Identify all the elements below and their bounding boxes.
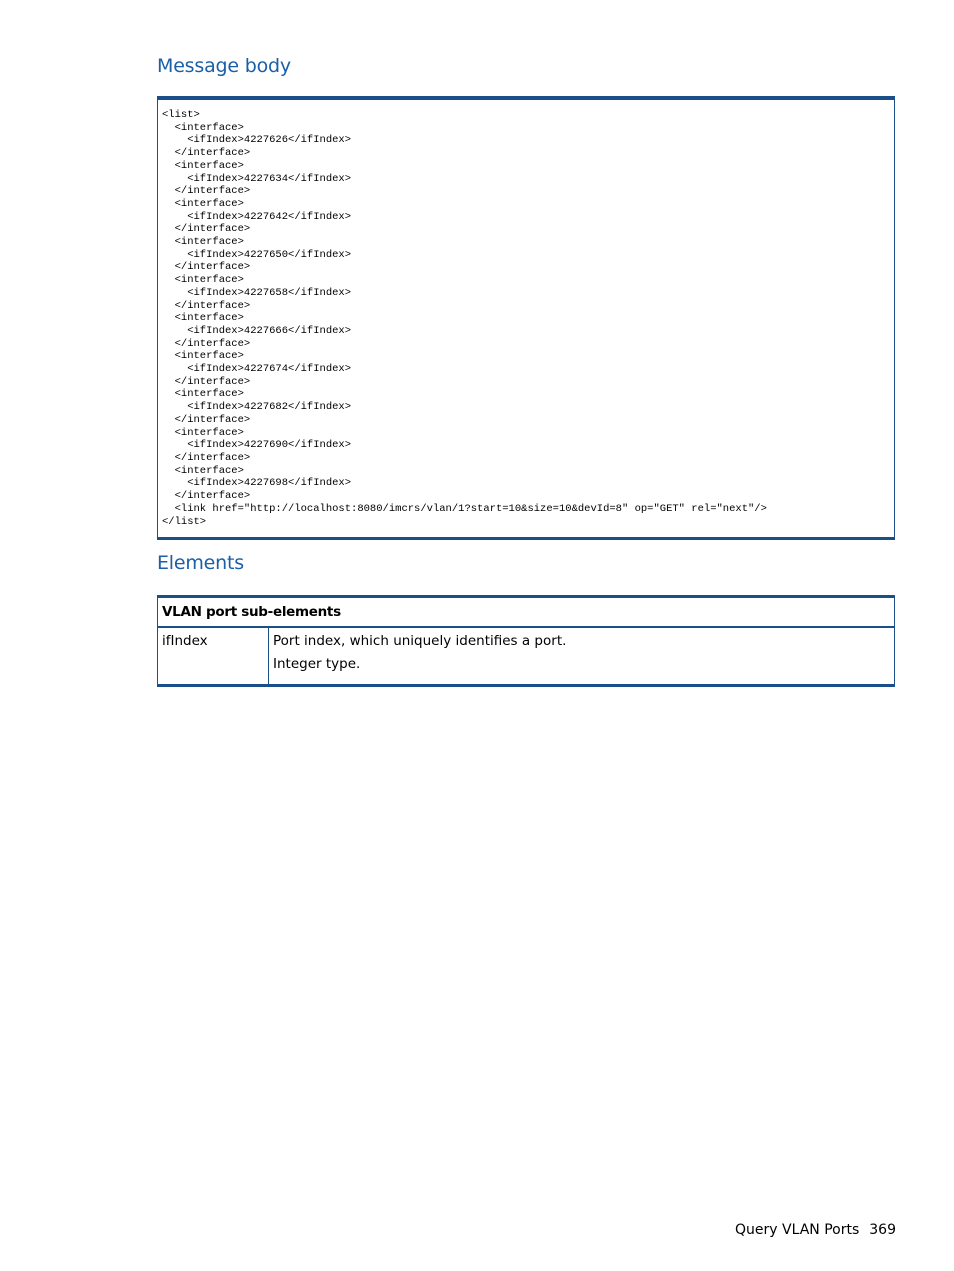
code-line: <interface> [162, 426, 244, 439]
code-line: </list> [162, 515, 207, 528]
code-example-box [157, 96, 895, 540]
description-line: Integer type. [273, 656, 361, 672]
code-line: <interface> [162, 464, 244, 477]
code-line: <interface> [162, 350, 244, 363]
code-line: <interface> [162, 121, 244, 134]
code-line: </interface> [162, 490, 251, 503]
code-line: <interface> [162, 274, 244, 287]
code-line: <ifIndex>4227634</ifIndex> [162, 172, 352, 185]
footer-title: Query VLAN Ports [735, 1222, 860, 1238]
message-body-heading: Message body [157, 55, 291, 77]
code-line: </interface> [162, 147, 251, 160]
code-line: <link href="http://localhost:8080/imcrs/vlan/1?start=10&size=10&devId=8" op="GET" rel="next"/> [162, 502, 767, 515]
code-line: <ifIndex>4227658</ifIndex> [162, 286, 352, 299]
code-line: <ifIndex>4227650</ifIndex> [162, 248, 352, 261]
code-line: <interface> [162, 236, 244, 249]
code-line: <ifIndex>4227666</ifIndex> [162, 324, 352, 337]
code-line: </interface> [162, 337, 251, 350]
xml-code-block [158, 100, 894, 528]
elements-table [157, 595, 895, 687]
element-name-cell: ifIndex [158, 627, 269, 686]
code-line: </interface> [162, 223, 251, 236]
code-line: <ifIndex>4227642</ifIndex> [162, 210, 352, 223]
code-line: <ifIndex>4227682</ifIndex> [162, 401, 352, 414]
code-line: </interface> [162, 261, 251, 274]
code-line: <ifIndex>4227626</ifIndex> [162, 134, 352, 147]
code-line: </interface> [162, 185, 251, 198]
code-line: <interface> [162, 388, 244, 401]
code-line: </interface> [162, 413, 251, 426]
code-line: <interface> [162, 197, 244, 210]
elements-heading: Elements [157, 552, 244, 574]
code-line: <interface> [162, 159, 244, 172]
description-line: Port index, which uniquely identifies a port. [273, 633, 567, 649]
code-line: <list> [162, 109, 200, 121]
code-line: <interface> [162, 312, 244, 325]
page-number: 369 [869, 1222, 896, 1238]
table-row [158, 627, 895, 686]
code-line: </interface> [162, 451, 251, 464]
table-header: VLAN port sub-elements [158, 597, 895, 628]
code-line: <ifIndex>4227690</ifIndex> [162, 439, 352, 452]
code-line: <ifIndex>4227674</ifIndex> [162, 363, 352, 376]
code-line: <ifIndex>4227698</ifIndex> [162, 477, 352, 490]
element-description-cell [269, 627, 895, 686]
page-footer [735, 1222, 896, 1238]
code-line: </interface> [162, 375, 251, 388]
table-header-row [158, 597, 895, 628]
code-line: </interface> [162, 299, 251, 312]
